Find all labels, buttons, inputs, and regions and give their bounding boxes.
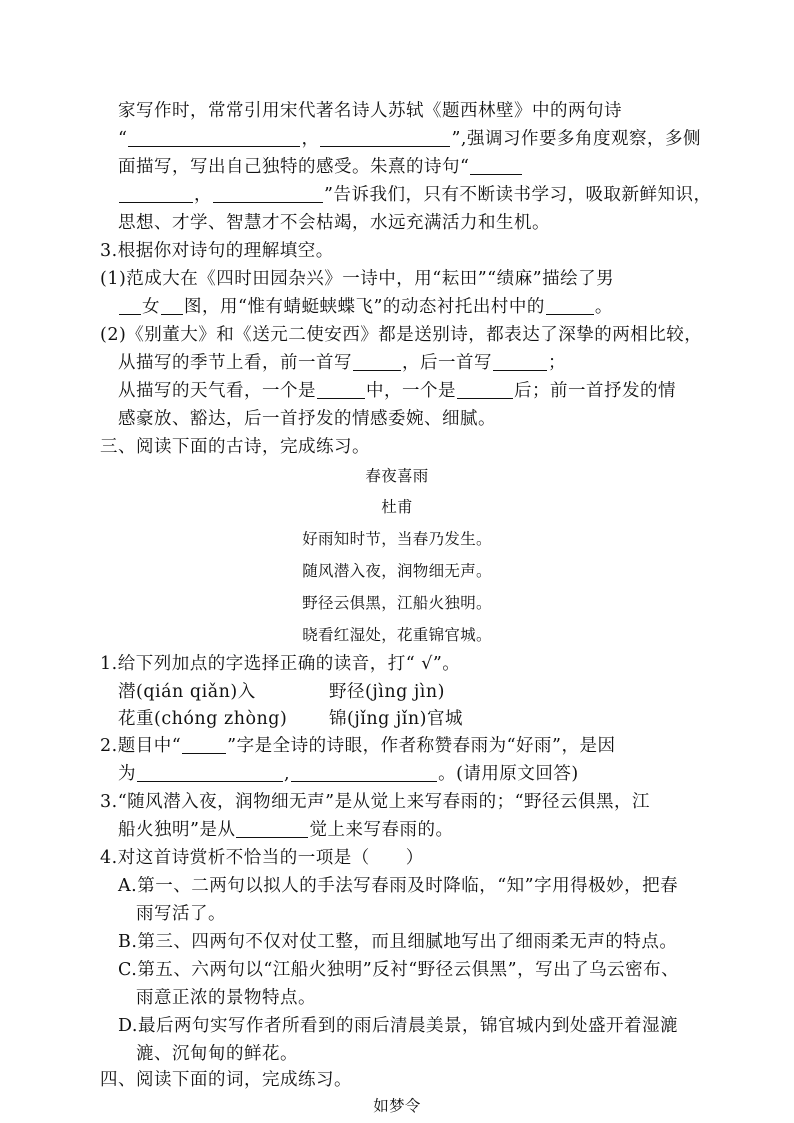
text: B.第三、四两句不仅对仗工整，而且细腻地写出了细雨柔无声的特点。 [118,932,678,952]
text: 从描写的天气看，一个是 [118,381,316,401]
question-2 [100,734,616,758]
text: 春夜喜雨 [365,467,429,485]
question-1 [100,652,460,676]
text: D.最后两句实写作者所看到的雨后清晨美景，锦官城内到处盛开着湿漉 [118,1016,678,1036]
poem-author [0,495,794,519]
text: (2)《别董大》和《送元二使安西》都是送别诗，都表达了深挚的两相比较， [100,325,703,345]
text: (1)范成大在《四时田园杂兴》一诗中，用“耘田”“绩麻”描绘了男 [100,269,615,289]
answer-blank[interactable] [457,380,513,399]
choice-c[interactable] [118,958,679,982]
text: 图，用“惟有蜻蜓蛱蝶飞”的动态衬托出村中的 [184,297,545,317]
text: 4.对这首诗赏析不恰当的一项是（ ） [100,848,424,868]
text: ”字是全诗的诗眼，作者称赞春雨为“好雨”，是因 [227,736,616,756]
text: 感豪放、豁达，后一首抒发的情感委婉、细腻。 [118,409,496,429]
text-line [118,127,701,151]
text: ”告诉我们，只有不断读书学习，吸取新鲜知识， [324,185,712,205]
answer-blank[interactable] [119,296,141,315]
text: “ [118,129,128,149]
poem-line [0,623,794,647]
text: 3.根据你对诗句的理解填空。 [100,241,334,261]
text: 。(请用原文回答) [438,764,579,784]
text: 雨意正浓的景物特点。 [136,988,316,1008]
ci-title [0,1094,794,1118]
option-pinyin[interactable] [118,707,287,731]
text: ， [301,129,320,149]
text: 雨写活了。 [136,904,226,924]
answer-blank[interactable] [291,763,437,782]
option-pinyin[interactable] [329,707,463,731]
section-heading [100,435,370,459]
text: 锦(jǐng jǐn)官城 [329,709,464,729]
answer-blank[interactable] [317,380,365,399]
answer-blank[interactable] [320,128,450,147]
answer-blank[interactable] [119,184,193,203]
question-heading [100,239,334,263]
choice-d[interactable] [118,1014,678,1038]
text: ； [548,353,566,373]
text: 中，一个是 [366,381,456,401]
option-pinyin[interactable] [118,680,256,704]
text: 觉上来写春雨的。 [309,820,454,840]
choice-d-cont [136,1042,298,1066]
text: 随风潜入夜，润物细无声。 [302,562,492,580]
option-pinyin[interactable] [329,680,445,704]
answer-blank[interactable] [236,819,308,838]
text: A.第一、二两句以拟人的手法写春雨及时降临，“知”字用得极妙，把春 [118,876,679,896]
text: 面描写，写出自己独特的感受。朱熹的诗句“ [118,157,470,177]
poem-title [0,464,794,488]
text: ， [194,185,212,205]
text-line [118,295,613,319]
choice-a[interactable] [118,874,678,898]
answer-blank[interactable] [137,763,283,782]
text: 杜甫 [381,498,413,516]
text: 3.“随风潜入夜，润物细无声”是从觉上来写春雨的；“野径云俱黑，江 [100,792,651,812]
text: 花重(chóng zhòng) [118,709,288,729]
text: 野径云俱黑，江船火独明。 [302,594,492,612]
text: C.第五、六两句以“江船火独明”反衬“野径云俱黑”，写出了乌云密布、 [118,960,680,980]
choice-a-cont [136,902,226,926]
answer-blank[interactable] [470,156,522,175]
text: 2.题目中“ [100,736,182,756]
text: 。 [594,297,613,317]
text: 女 [142,297,160,317]
poem-line [0,591,794,615]
text: 后；前一首抒发的情 [514,381,676,401]
question-3 [100,790,650,814]
text-line [100,267,614,291]
text-line [118,99,622,123]
text-line [100,323,702,347]
text: 三、阅读下面的古诗，完成练习。 [100,437,370,457]
answer-blank[interactable] [161,296,183,315]
choice-b[interactable] [118,930,677,954]
text-line [118,183,711,207]
text: 家写作时，常常引用宋代著名诗人苏轼《题西林壁》中的两句诗 [118,101,622,121]
text: 四、阅读下面的词，完成练习。 [100,1070,352,1090]
text-line [118,379,676,403]
text-line [118,155,523,179]
poem-line [0,527,794,551]
answer-blank[interactable] [493,352,547,371]
answer-blank[interactable] [128,128,300,147]
section-heading [100,1068,352,1092]
text: , [284,764,291,784]
text-line [118,351,566,375]
text: 从描写的季节上看，前一首写 [118,353,352,373]
text: 思想、才学、智慧才不会枯竭，水远充满活力和生机。 [118,213,550,233]
text-line [118,762,579,786]
question-4 [100,846,424,870]
text: 1.给下列加点的字选择正确的读音，打“ √”。 [100,654,461,674]
answer-blank[interactable] [353,352,401,371]
text: 晓看红湿处，花重锦官城。 [302,626,492,644]
text-line [118,818,453,842]
text: ”,强调习作要多角度观察，多侧 [451,129,701,149]
text: 潜(qián qiǎn)入 [118,682,256,702]
text: 船火独明”是从 [118,820,236,840]
answer-blank[interactable] [182,735,226,754]
text: 野径(jìng jìn) [329,682,446,702]
text: 为 [118,764,136,784]
poem-line [0,559,794,583]
choice-c-cont [136,986,316,1010]
text-line [118,407,496,431]
text: 好雨知时节，当春乃发生。 [302,530,492,548]
text: 漉、沉甸甸的鲜花。 [136,1044,298,1064]
answer-blank[interactable] [546,296,594,315]
text: ，后一首写 [402,353,492,373]
text-line [118,211,550,235]
text: 如梦令 [373,1097,421,1115]
answer-blank[interactable] [213,184,323,203]
